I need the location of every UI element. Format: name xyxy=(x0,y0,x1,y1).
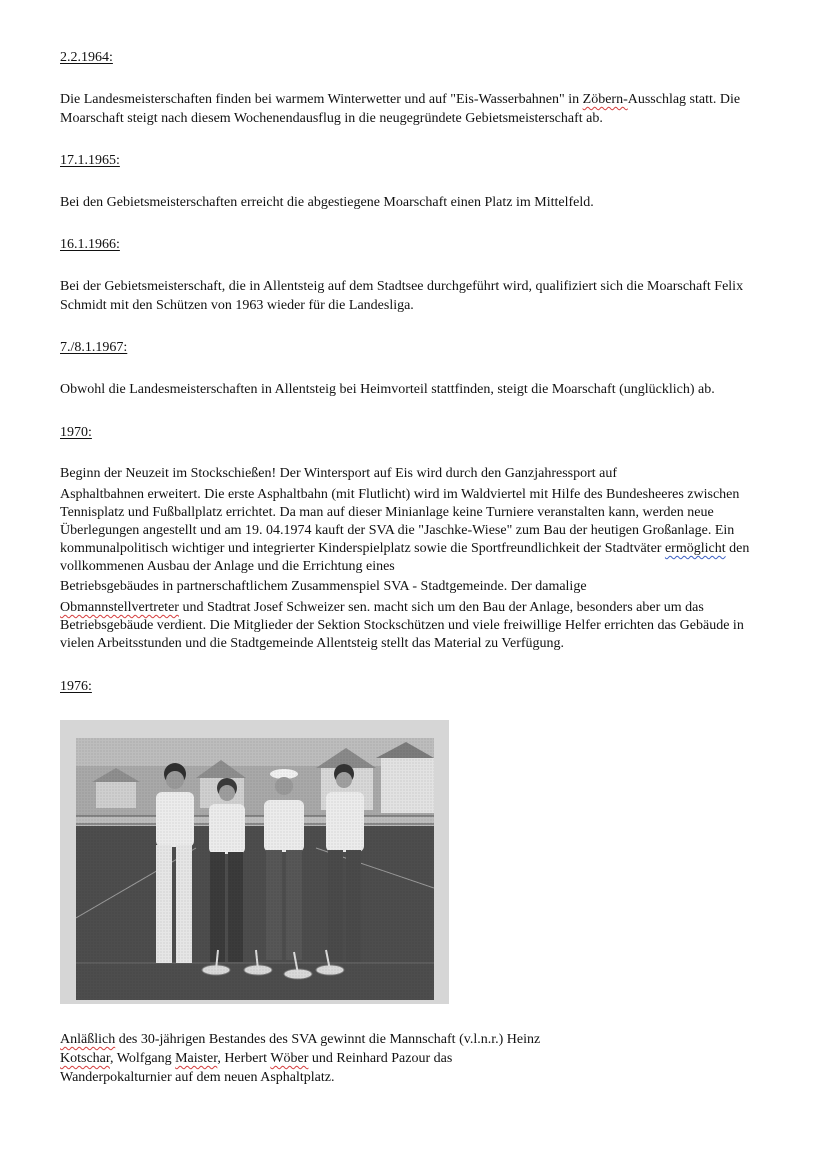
paragraph-1967-line-1: Obwohl die Landesmeisterschaften in Allentsteig bei Heimvorteil stattfinden, steigt die Moarschaft (unglücklich) ab. xyxy=(60,382,715,397)
date-heading-1970: 1970: xyxy=(60,425,92,440)
spellcheck-marked-word: Kotschar xyxy=(60,1051,110,1066)
paragraph-1965-line-1: Bei den Gebietsmeisterschaften erreicht die abgestiegene Moarschaft einen Platz im Mittelfeld. xyxy=(60,195,594,210)
spellcheck-marked-word: Obmannstellvertreter xyxy=(60,600,179,615)
paragraph-1970-line-10: vielen Arbeitsstunden und die Stadtgemeinde Allentsteig stellt das Material zu Verfügung. xyxy=(60,636,565,651)
paragraph-1966-line-1: Bei der Gebietsmeisterschaft, die in Allentsteig auf dem Stadtsee durchgeführt wird, qualifiziert sich die Moarschaft Felix xyxy=(60,279,744,294)
spellcheck-marked-word: Anläßlich xyxy=(60,1032,116,1047)
paragraph-1970-line-2: Asphaltbahnen erweitert. Die erste Asphaltbahn (mit Flutlicht) wird im Waldviertel mit Hilfe des Bundesheeres zwischen xyxy=(60,487,740,502)
spellcheck-marked-word: Maister xyxy=(175,1051,218,1066)
paragraph-1970-line-4: Überlegungen angestellt und am 19. 04.1974 kauft der SVA die "Jaschke-Wiese" zum Bau der heutigen Großanlage. Ein xyxy=(60,523,735,538)
photo-caption-line-1 xyxy=(60,1031,540,1049)
paragraph-1970-line-8 xyxy=(60,599,704,617)
team-photo xyxy=(60,720,449,1004)
paragraph-1970-line-5 xyxy=(60,540,749,558)
spellcheck-marked-word: Zöbern- xyxy=(582,92,628,107)
text-segment: , Wolfgang xyxy=(109,1051,176,1066)
paragraph-1970-line-9: Betriebsgebäude verdient. Die Mitglieder der Sektion Stockschützen und viele freiwillige Helfer errichten das Gebäude in xyxy=(60,618,744,633)
date-heading-1966: 16.1.1966: xyxy=(60,237,120,252)
date-heading-1965: 17.1.1965: xyxy=(60,153,120,168)
team-photo-icon xyxy=(76,738,434,1000)
paragraph-1970-line-6: vollkommenen Ausbau der Anlage und die Errichtung eines xyxy=(60,559,395,574)
photo-caption-line-2 xyxy=(60,1050,452,1068)
grammar-marked-word: ermöglicht xyxy=(664,541,726,556)
text-segment: Ausschlag statt. Die xyxy=(627,92,741,107)
text-segment: , Herbert xyxy=(217,1051,271,1066)
paragraph-1970-line-1: Beginn der Neuzeit im Stockschießen! Der Wintersport auf Eis wird durch den Ganzjahressport auf xyxy=(60,466,618,481)
paragraph-1964-line-2: Moarschaft steigt nach diesem Wochenendausflug in die neugegründete Gebietsmeisterschaft ab. xyxy=(60,111,603,126)
text-segment: kommunalpolitisch wichtiger und integrierter Kinderspielplatz sowie die Sportfreundlichkeit der Stadtväter xyxy=(60,541,665,556)
paragraph-1970-line-7: Betriebsgebäudes in partnerschaftlichem Zusammenspiel SVA - Stadtgemeinde. Der damalige xyxy=(60,579,587,594)
text-segment: des 30-jährigen Bestandes des SVA gewinnt die Mannschaft (v.l.n.r.) Heinz xyxy=(115,1032,541,1047)
paragraph-1966-line-2: Schmidt mit den Schützen von 1963 wieder für die Landesliga. xyxy=(60,298,414,313)
photo-caption-line-3: Wanderpokalturnier auf dem neuen Asphaltplatz. xyxy=(60,1070,335,1085)
text-segment: und Reinhard Pazour das xyxy=(308,1051,453,1066)
text-segment: den xyxy=(725,541,750,556)
text-segment: Die Landesmeisterschaften finden bei warmem Winterwetter und auf "Eis-Wasserbahnen" in xyxy=(60,92,583,107)
date-heading-1964: 2.2.1964: xyxy=(60,50,113,65)
date-heading-1967: 7./8.1.1967: xyxy=(60,340,128,355)
spellcheck-marked-word: Wöber xyxy=(270,1051,309,1066)
paragraph-1964-line-1 xyxy=(60,91,740,109)
paragraph-1970-line-3: Tennisplatz und Fußballplatz errichtet. Da man auf dieser Minianlage keine Turniere veranstalten kann, werden neue xyxy=(60,505,714,520)
date-heading-1976: 1976: xyxy=(60,679,92,694)
text-segment: und Stadtrat Josef Schweizer sen. macht sich um den Bau der Anlage, besonders aber um das xyxy=(178,600,704,615)
